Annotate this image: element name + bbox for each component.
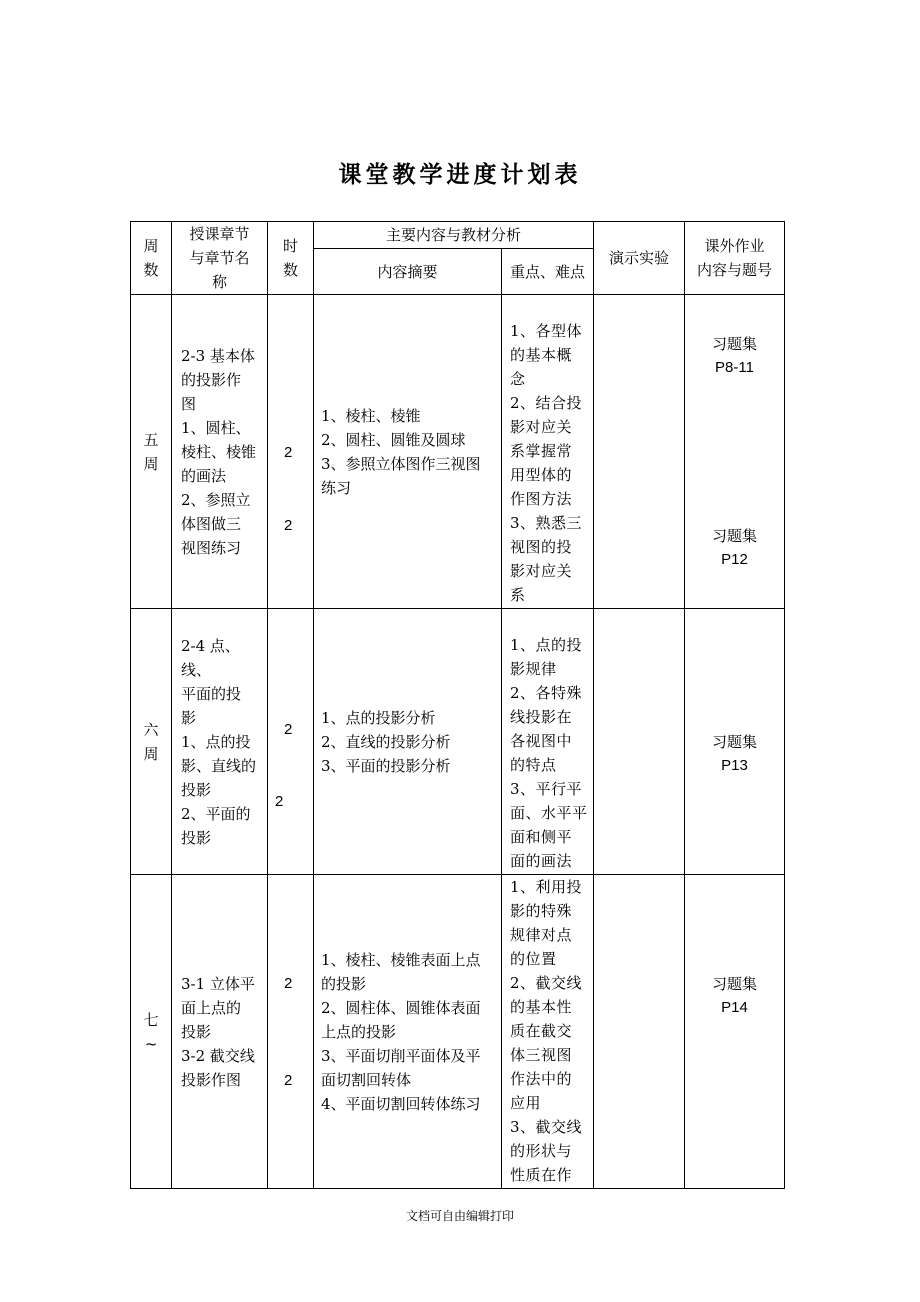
header-key-points: 重点、难点	[502, 249, 594, 295]
hours-value: 2	[284, 1072, 293, 1089]
header-main-group: 主要内容与教材分析	[314, 222, 594, 249]
week-cell: 七 ~	[131, 875, 172, 1189]
homework-cell	[685, 295, 785, 609]
key-points-cell: 1、各型体 的基本概 念 2、结合投 影对应关 系掌握常 用型体的 作图方法 3、熟悉三 视图的投 影对应关 系	[502, 295, 594, 609]
chapter-cell: 2-4 点、线、 平面的投 影 1、点的投 影、直线的 投影 2、平面的 投影	[172, 609, 268, 875]
header-week: 周 数	[131, 222, 172, 295]
header-hours: 时 数	[268, 222, 314, 295]
hours-value: 2	[275, 793, 284, 810]
header-row-top	[131, 222, 785, 249]
homework-item: 习题集 P12	[711, 527, 757, 568]
table-row	[131, 875, 785, 1189]
hours-value: 2	[284, 517, 293, 534]
table-row	[131, 609, 785, 875]
content-cell: 1、棱柱、棱锥表面上点 的投影 2、圆柱体、圆锥体表面 上点的投影 3、平面切削平面体及平 面切割回转体 4、平面切割回转体练习	[314, 875, 502, 1189]
header-demo: 演示实验	[594, 222, 685, 295]
homework-item: 习题集 P8-11	[711, 335, 757, 376]
table-row	[131, 295, 785, 609]
hours-value: 2	[284, 975, 293, 992]
demo-cell	[594, 609, 685, 875]
demo-cell	[594, 295, 685, 609]
chapter-cell: 2-3 基本体 的投影作 图 1、圆柱、 棱柱、棱锥 的画法 2、参照立 体图做三 视图练习	[172, 295, 268, 609]
header-content: 内容摘要	[314, 249, 502, 295]
homework-cell	[685, 875, 785, 1189]
chapter-cell: 3-1 立体平 面上点的 投影 3-2 截交线 投影作图	[172, 875, 268, 1189]
week-cell: 六 周	[131, 609, 172, 875]
content-cell: 1、点的投影分析 2、直线的投影分析 3、平面的投影分析	[314, 609, 502, 875]
hours-value: 2	[284, 444, 293, 461]
homework-item: 习题集 P14	[711, 975, 757, 1016]
key-points-cell: 1、点的投 影规律 2、各特殊 线投影在 各视图中 的特点 3、平行平 面、水平平 面和侧平 面的画法	[502, 609, 594, 875]
key-points-cell: 1、利用投 影的特殊 规律对点 的位置 2、截交线 的基本性 质在截交 体三视图 作法中的 应用 3、截交线 的形状与 性质在作	[502, 875, 594, 1189]
hours-cell	[268, 295, 314, 609]
page-title: 课堂教学进度计划表	[338, 162, 582, 188]
hours-cell	[268, 875, 314, 1189]
hours-value: 2	[284, 721, 293, 738]
demo-cell	[594, 875, 685, 1189]
header-chapter: 授课章节 与章节名 称	[172, 222, 268, 295]
hours-cell	[268, 609, 314, 875]
footer-note: 文档可自由编辑打印	[405, 1209, 514, 1223]
schedule-table	[130, 221, 785, 1189]
header-homework: 课外作业 内容与题号	[685, 222, 785, 295]
week-cell: 五 周	[131, 295, 172, 609]
content-cell: 1、棱柱、棱锥 2、圆柱、圆锥及圆球 3、参照立体图作三视图 练习	[314, 295, 502, 609]
homework-item: 习题集 P13	[711, 733, 757, 774]
homework-cell	[685, 609, 785, 875]
